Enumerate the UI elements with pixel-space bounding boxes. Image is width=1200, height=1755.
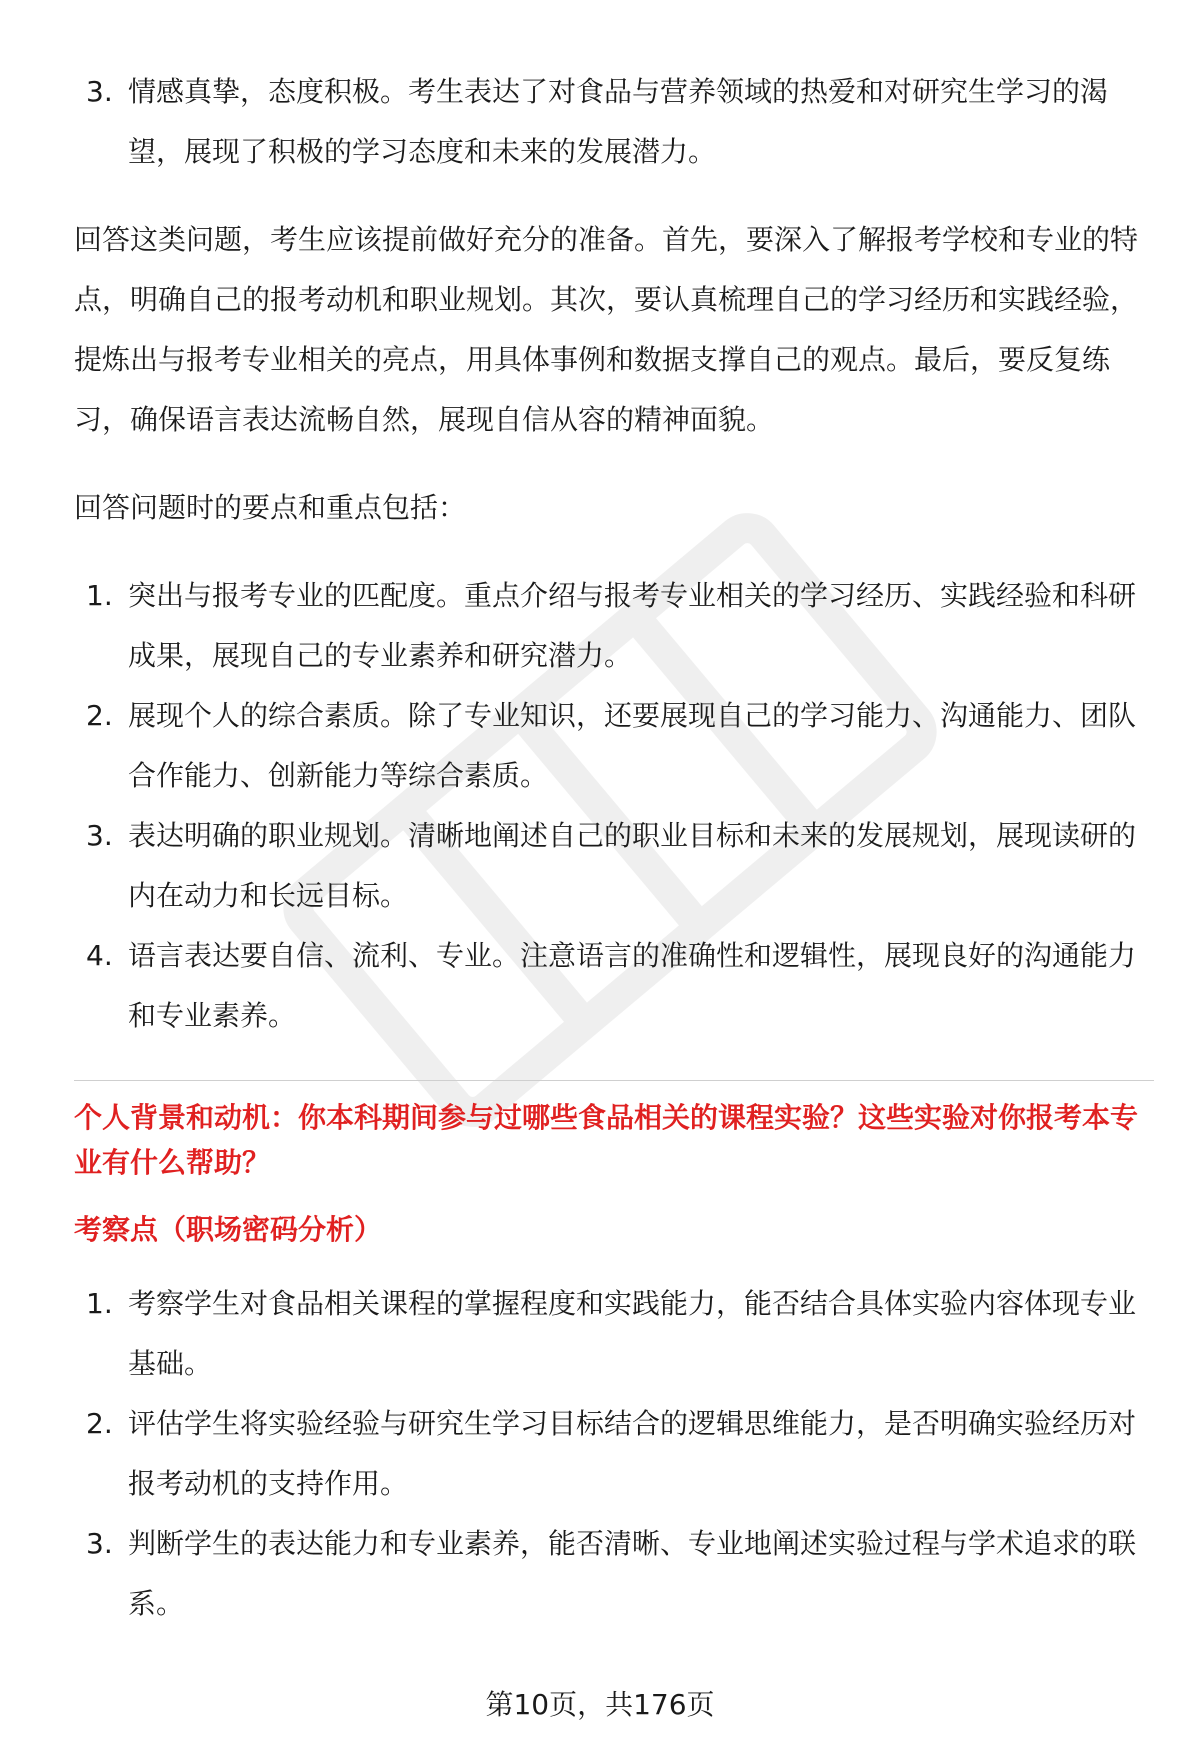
list-text: 表达明确的职业规划。清晰地阐述自己的职业目标和未来的发展规划，展现读研的内在动力和长远目标。 <box>128 819 1137 912</box>
list-text: 情感真挚，态度积极。考生表达了对食品与营养领域的热爱和对研究生学习的渴望，展现了积极的学习态度和未来的发展潜力。 <box>128 75 1109 168</box>
list-number: 1. <box>86 579 113 612</box>
list-item <box>74 686 1154 806</box>
paragraph-preparation: 回答这类问题，考生应该提前做好充分的准备。首先，要深入了解报考学校和专业的特点，明确自己的报考动机和职业规划。其次，要认真梳理自己的学习经历和实践经验，提炼出与报考专业相关的亮点，用具体事例和数据支撑自己的观点。最后，要反复练习，确保语言表达流畅自然，展现自信从容的精神面貌。 <box>74 223 1139 436</box>
list-text: 突出与报考专业的匹配度。重点介绍与报考专业相关的学习经历、实践经验和科研成果，展现自己的专业素养和研究潜力。 <box>128 579 1137 672</box>
list-item <box>74 806 1154 926</box>
list-number: 3. <box>86 819 113 852</box>
list-item <box>74 62 1154 182</box>
list-number: 3. <box>86 75 113 108</box>
exam-points-heading: 考察点（职场密码分析） <box>74 1213 383 1246</box>
list-item <box>74 1514 1154 1634</box>
key-points-list <box>74 566 1154 1046</box>
top-list <box>74 62 1154 182</box>
list-text: 评估学生将实验经验与研究生学习目标结合的逻辑思维能力，是否明确实验经历对报考动机的支持作用。 <box>128 1407 1137 1500</box>
document-body <box>74 62 1154 1634</box>
list-text: 展现个人的综合素质。除了专业知识，还要展现自己的学习能力、沟通能力、团队合作能力、创新能力等综合素质。 <box>128 699 1137 792</box>
question-heading: 个人背景和动机：你本科期间参与过哪些食品相关的课程实验？这些实验对你报考本专业有什么帮助？ <box>74 1101 1139 1179</box>
paragraph-key-points-intro: 回答问题时的要点和重点包括： <box>74 491 467 524</box>
exam-points-list <box>74 1274 1154 1634</box>
list-number: 2. <box>86 699 113 732</box>
list-number: 2. <box>86 1407 113 1440</box>
list-text: 考察学生对食品相关课程的掌握程度和实践能力，能否结合具体实验内容体现专业基础。 <box>128 1287 1137 1380</box>
page-footer: 第10页，共176页 <box>485 1688 715 1721</box>
list-item <box>74 1394 1154 1514</box>
list-item <box>74 1274 1154 1394</box>
list-number: 1. <box>86 1287 113 1320</box>
list-item <box>74 926 1154 1046</box>
list-number: 4. <box>86 939 113 972</box>
list-number: 3. <box>86 1527 113 1560</box>
list-text: 语言表达要自信、流利、专业。注意语言的准确性和逻辑性，展现良好的沟通能力和专业素养。 <box>128 939 1137 1032</box>
list-item <box>74 566 1154 686</box>
list-text: 判断学生的表达能力和专业素养，能否清晰、专业地阐述实验过程与学术追求的联系。 <box>128 1527 1137 1620</box>
